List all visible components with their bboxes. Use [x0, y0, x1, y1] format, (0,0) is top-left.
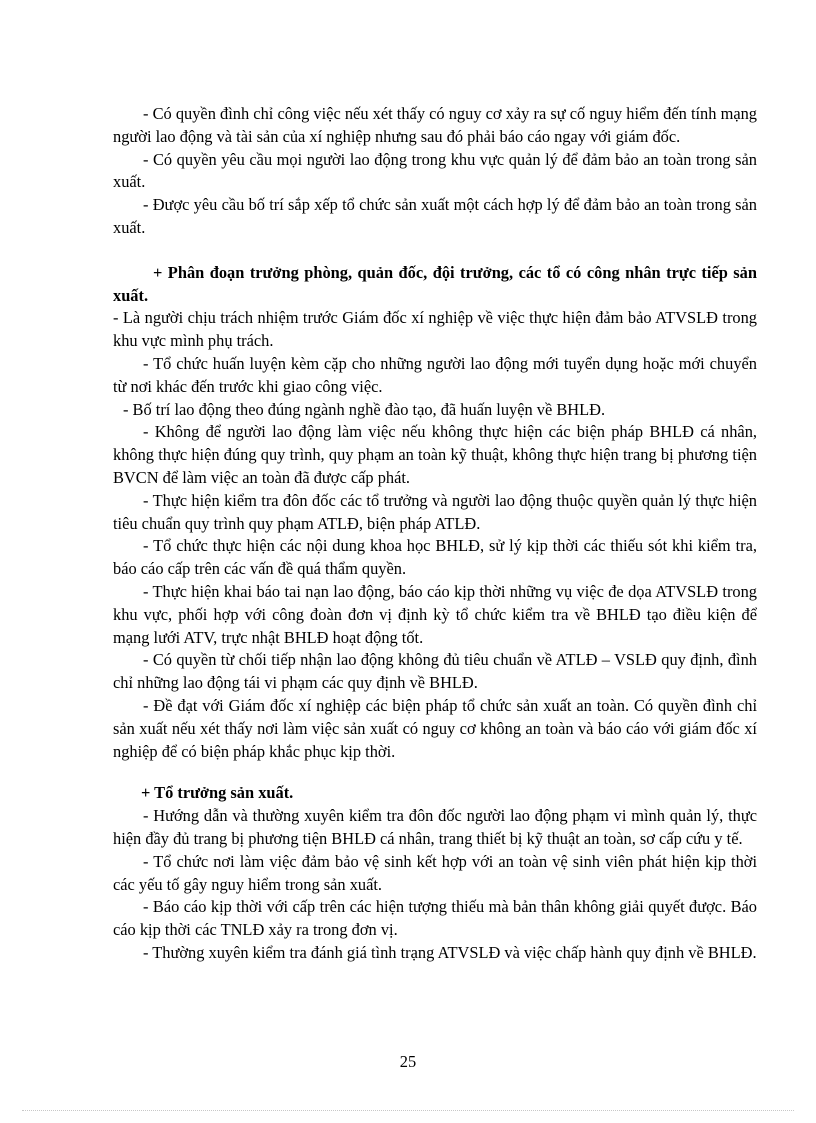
bullet-paragraph: - Tổ chức thực hiện các nội dung khoa học BHLĐ, sử lý kịp thời các thiếu sót khi kiểm tra, báo cáo cấp trên các vấn đề quá thẩm quyền.: [113, 536, 757, 579]
paragraph-gap: [113, 763, 757, 782]
bullet-paragraph: - Là người chịu trách nhiệm trước Giám đốc xí nghiệp về việc thực hiện đảm bảo ATVSLĐ trong khu vực mình phụ trách.: [113, 308, 757, 351]
bullet-paragraph: - Đề đạt với Giám đốc xí nghiệp các biện pháp tổ chức sản xuất an toàn. Có quyền đình chỉ sản xuất nếu xét thấy nơi làm việc sản xuất có nguy cơ không an toàn và báo cáo với giám đốc xí nghiệp để có biện pháp khắc phục kịp thời.: [113, 695, 757, 761]
bullet-paragraph: - Có quyền đình chỉ công việc nếu xét thấy có nguy cơ xảy ra sự cố nguy hiểm đến tính mạng người lao động và tài sản của xí nghiệp nhưng sau đó phải báo cáo ngay với giám đốc.: [113, 104, 757, 146]
bullet-paragraph: - Bố trí lao động theo đúng ngành nghề đào tạo, đã huấn luyện về BHLĐ.: [123, 399, 606, 419]
bullet-paragraph: - Có quyền yêu cầu mọi người lao động trong khu vực quản lý để đảm bảo an toàn trong sản xuất.: [113, 149, 757, 192]
document-page: [113, 103, 757, 965]
footer-divider: [22, 1110, 794, 1111]
bullet-paragraph: - Thường xuyên kiểm tra đánh giá tình trạng ATVSLĐ và việc chấp hành quy định về BHLĐ.: [143, 942, 757, 962]
page-number: 25: [399, 1052, 417, 1071]
bullet-paragraph: - Không để người lao động làm việc nếu không thực hiện các biện pháp BHLĐ cá nhân, không thực hiện đúng quy trình, quy phạm an toàn kỹ thuật, không thực hiện trang bị phương tiện BVCN để làm việc an toàn đã được cấp phát.: [113, 422, 757, 487]
section-heading: + Tổ trưởng sản xuất.: [141, 783, 294, 803]
section-heading: + Phân đoạn trưởng phòng, quản đốc, đội trưởng, các tổ có công nhân trực tiếp sản xuất.: [113, 262, 757, 305]
paragraph-gap: [113, 240, 757, 262]
bullet-paragraph: - Được yêu cầu bố trí sắp xếp tổ chức sản xuất một cách hợp lý để đảm bảo an toàn trong sản xuất.: [113, 195, 757, 237]
bullet-paragraph: - Có quyền từ chối tiếp nhận lao động không đủ tiêu chuẩn về ATLĐ – VSLĐ quy định, đình chỉ những lao động tái vi phạm các quy định về BHLĐ.: [113, 650, 757, 693]
bullet-paragraph: - Thực hiện kiểm tra đôn đốc các tổ trưởng và người lao động thuộc quyền quản lý thực hiện tiêu chuẩn quy trình quy phạm ATLĐ, biện pháp ATLĐ.: [113, 490, 757, 533]
bullet-paragraph: - Tổ chức huấn luyện kèm cặp cho những người lao động mới tuyển dụng hoặc mới chuyển từ nơi khác đến trước khi giao công việc.: [113, 353, 757, 396]
bullet-paragraph: - Thực hiện khai báo tai nạn lao động, báo cáo kịp thời những vụ việc đe dọa ATVSLĐ trong khu vực, phối hợp với công đoàn đơn vị định kỳ tổ chức kiểm tra về BHLĐ tạo điều kiện để mạng lưới ATV, trực nhật BHLĐ hoạt động tốt.: [113, 581, 757, 647]
bullet-paragraph: - Báo cáo kịp thời với cấp trên các hiện tượng thiếu mà bản thân không giải quyết được. Báo cáo kịp thời các TNLĐ xảy ra trong đơn vị.: [113, 897, 757, 940]
bullet-paragraph: - Hướng dẫn và thường xuyên kiểm tra đôn đốc người lao động phạm vi mình quản lý, thực hiện đầy đủ trang bị phương tiện BHLĐ cá nhân, trang thiết bị kỹ thuật an toàn, sơ cấp cứu y tế.: [113, 806, 757, 848]
bullet-paragraph: - Tổ chức nơi làm việc đảm bảo vệ sinh kết hợp với an toàn vệ sinh viên phát hiện kịp thời các yếu tố gây nguy hiểm trong sản xuất.: [113, 851, 757, 894]
